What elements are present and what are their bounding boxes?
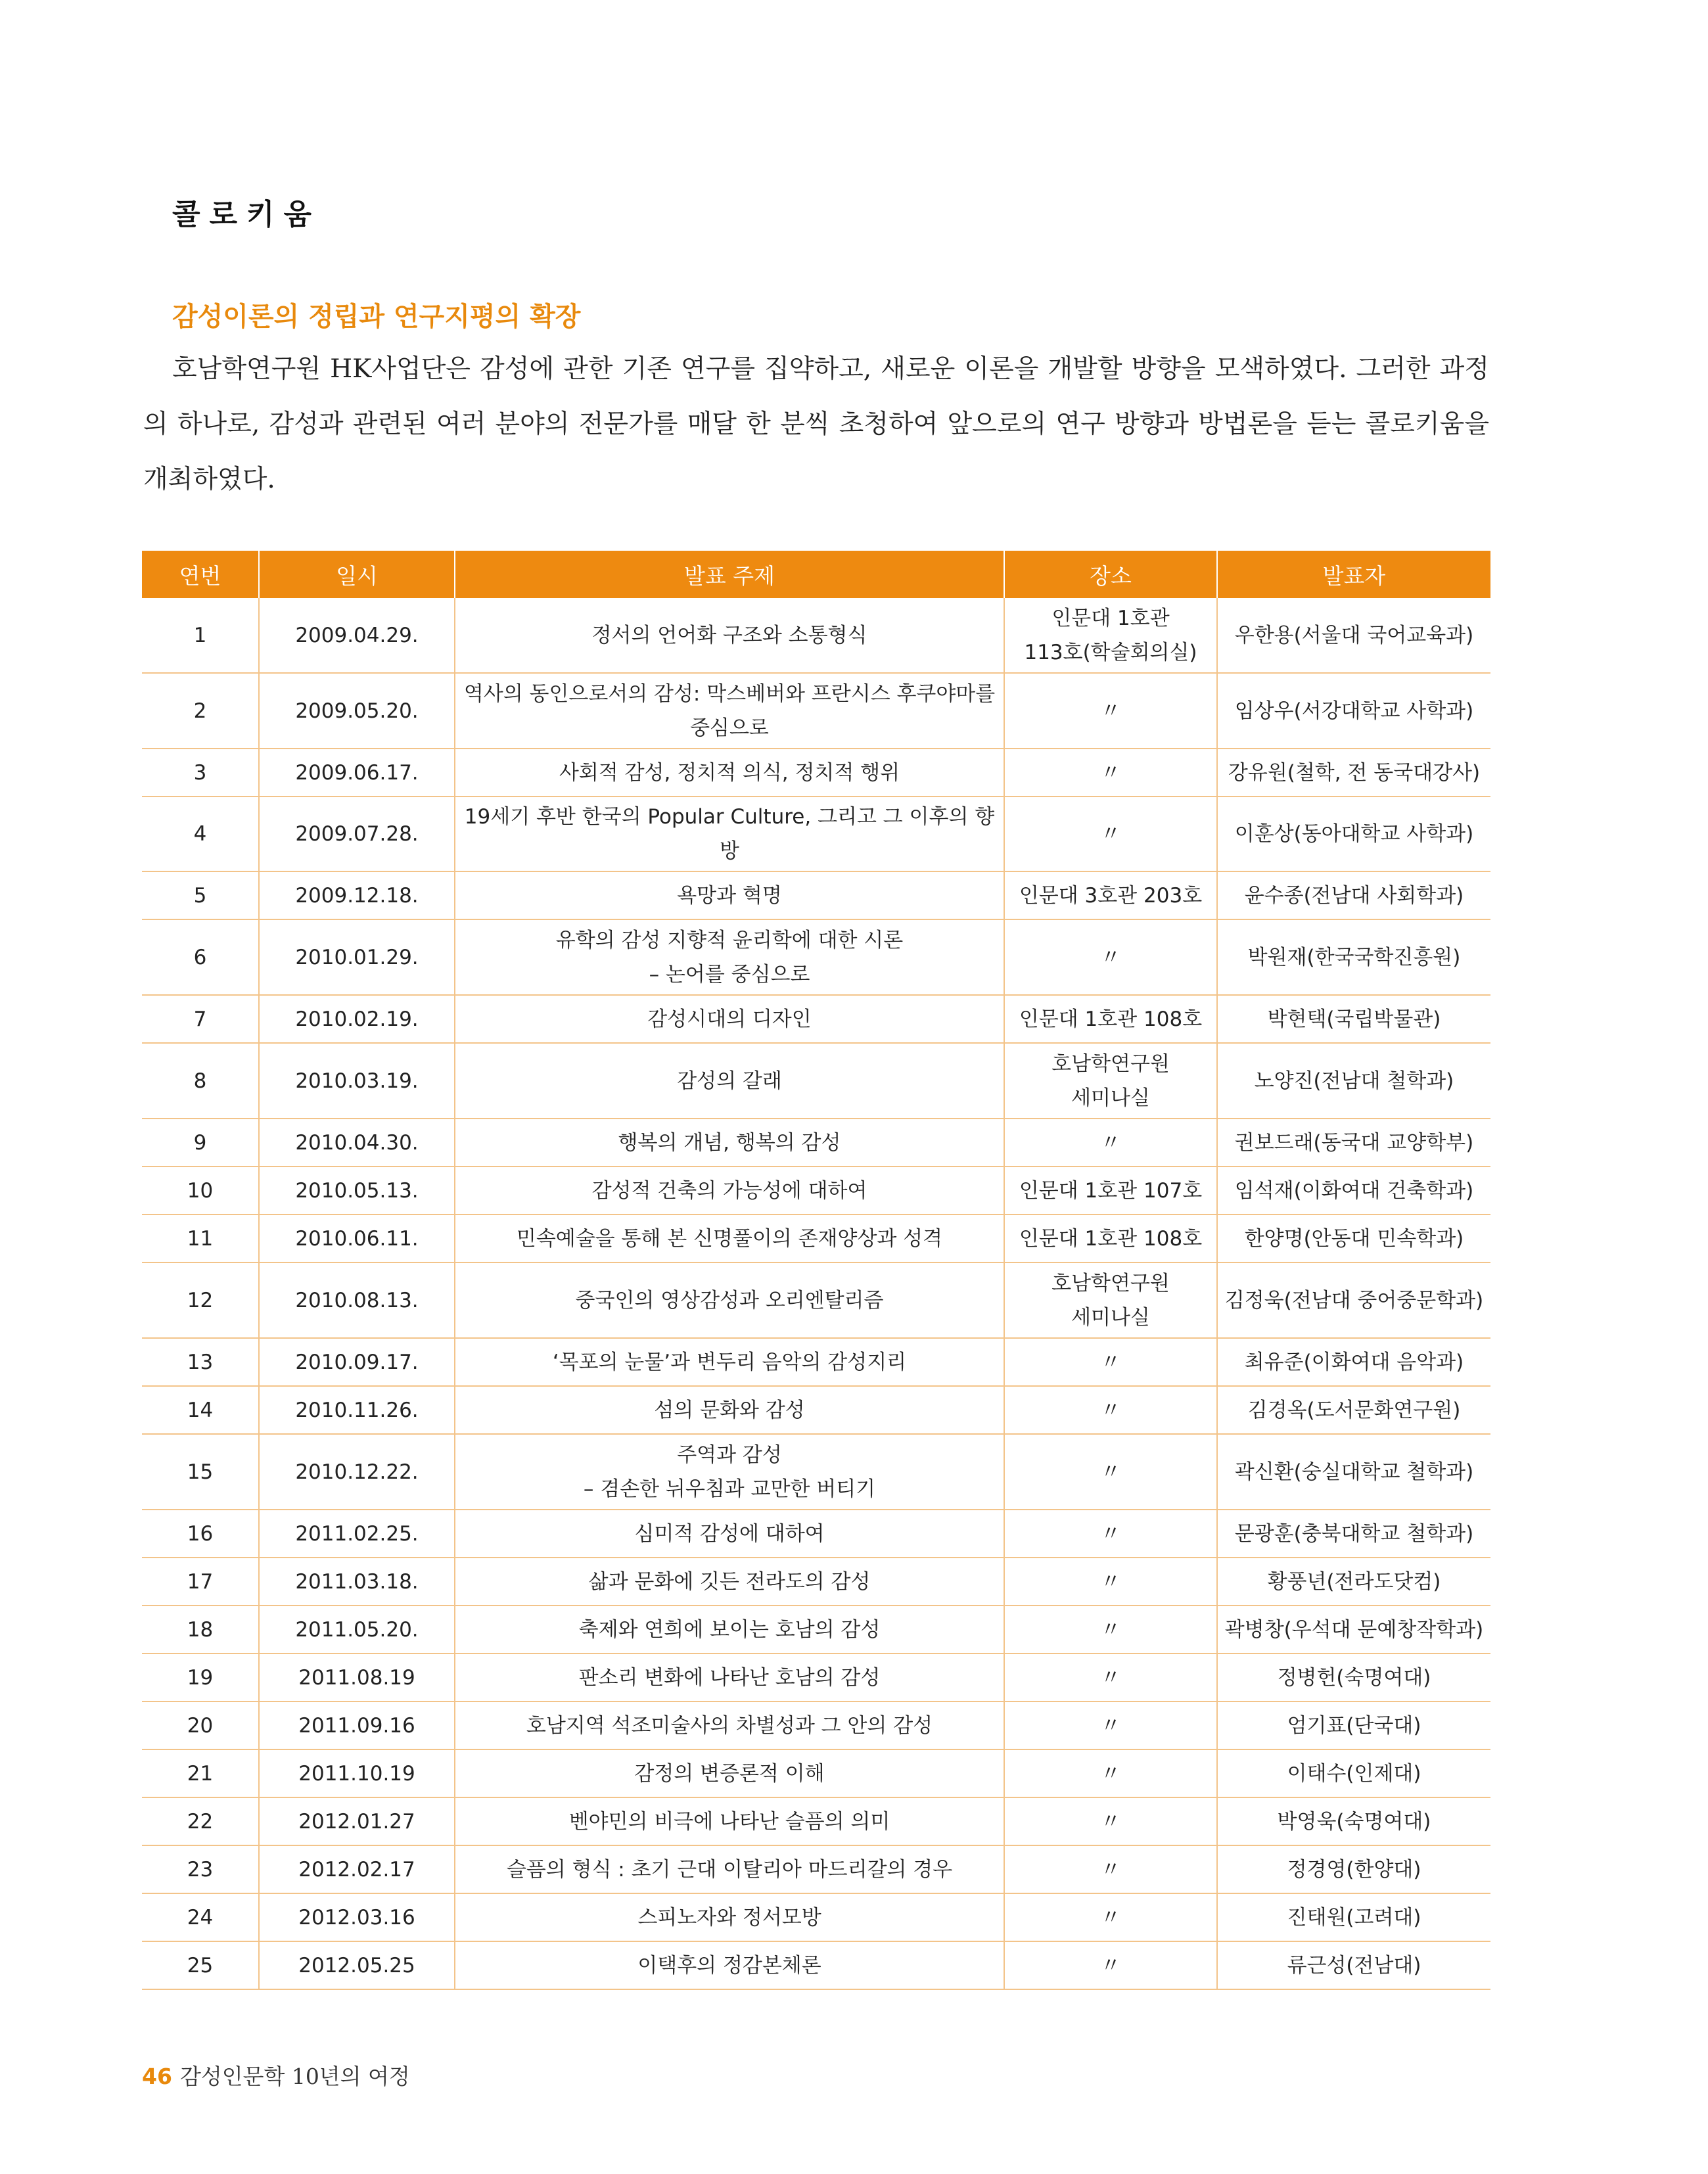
cell-topic-line: 역사의 동인으로서의 감성: 막스베버와 프란시스 후쿠야마를 bbox=[463, 682, 996, 706]
cell-topic bbox=[455, 919, 1004, 995]
page-footer bbox=[142, 2060, 410, 2091]
cell-place bbox=[1004, 1167, 1217, 1214]
cell-topic-line: 호남지역 석조미술사의 차별성과 그 안의 감성 bbox=[526, 1713, 933, 1738]
cell-no: 6 bbox=[142, 919, 259, 995]
cell-topic-line: 벤야민의 비극에 나타난 슬픔의 의미 bbox=[568, 1809, 890, 1834]
cell-date: 2011.02.25. bbox=[259, 1510, 455, 1558]
cell-place-line: 〃 bbox=[1100, 1809, 1121, 1834]
cell-topic bbox=[455, 1167, 1004, 1214]
cell-no: 3 bbox=[142, 749, 259, 797]
cell-date: 2009.04.29. bbox=[259, 598, 455, 673]
cell-topic bbox=[455, 797, 1004, 871]
cell-place-line: 인문대 1호관 107호 bbox=[1019, 1178, 1203, 1203]
cell-place bbox=[1004, 919, 1217, 995]
cell-no: 13 bbox=[142, 1338, 259, 1386]
subheading: 감성이론의 정립과 연구지평의 확장 bbox=[172, 302, 581, 332]
table-row bbox=[142, 1434, 1490, 1510]
cell-topic bbox=[455, 1214, 1004, 1262]
table-row bbox=[142, 919, 1490, 995]
table-row bbox=[142, 1043, 1490, 1119]
cell-date: 2010.08.13. bbox=[259, 1262, 455, 1338]
cell-topic bbox=[455, 995, 1004, 1043]
table-row bbox=[142, 673, 1490, 749]
cell-date: 2010.01.29. bbox=[259, 919, 455, 995]
cell-place bbox=[1004, 1797, 1217, 1845]
cell-place bbox=[1004, 598, 1217, 673]
cell-date: 2011.03.18. bbox=[259, 1558, 455, 1606]
cell-topic-line: 감성시대의 디자인 bbox=[647, 1007, 812, 1031]
cell-speaker: 진태원(고려대) bbox=[1217, 1893, 1490, 1941]
cell-speaker: 박현택(국립박물관) bbox=[1217, 995, 1490, 1043]
page-number: 46 bbox=[142, 2064, 172, 2089]
cell-speaker: 정경영(한양대) bbox=[1217, 1845, 1490, 1893]
cell-topic bbox=[455, 1434, 1004, 1510]
cell-no: 7 bbox=[142, 995, 259, 1043]
cell-topic-line: 섬의 문화와 감성 bbox=[654, 1398, 805, 1422]
cell-topic-line: 심미적 감성에 대하여 bbox=[634, 1521, 825, 1546]
cell-no: 22 bbox=[142, 1797, 259, 1845]
cell-topic bbox=[455, 1701, 1004, 1749]
cell-topic bbox=[455, 1654, 1004, 1701]
cell-date: 2009.12.18. bbox=[259, 871, 455, 919]
cell-speaker: 강유원(철학, 전 동국대강사) bbox=[1217, 749, 1490, 797]
table-body bbox=[142, 598, 1490, 1989]
cell-topic-line: 감성의 갈래 bbox=[677, 1069, 782, 1093]
header-speaker: 발표자 bbox=[1217, 551, 1490, 598]
cell-topic bbox=[455, 1749, 1004, 1797]
cell-speaker: 임석재(이화여대 건축학과) bbox=[1217, 1167, 1490, 1214]
cell-place bbox=[1004, 1214, 1217, 1262]
cell-place-line: 〃 bbox=[1100, 1857, 1121, 1882]
cell-place bbox=[1004, 1558, 1217, 1606]
cell-place bbox=[1004, 1606, 1217, 1654]
cell-place bbox=[1004, 1434, 1217, 1510]
intro-paragraph: 호남학연구원 HK사업단은 감성에 관한 기존 연구를 집약하고, 새로운 이론을 개발할 방향을 모색하였다. 그러한 과정의 하나로, 감성과 관련된 여러 분야의 전문가를 매달 한 분씩 초청하여 앞으로의 연구 방향과 방법론을 듣는 콜로키움을 개최하였다. bbox=[143, 354, 1489, 494]
cell-topic-line: 민속예술을 통해 본 신명풀이의 존재양상과 성격 bbox=[516, 1226, 943, 1251]
cell-place-line: 〃 bbox=[1100, 1569, 1121, 1594]
cell-place-line: 호남학연구원 bbox=[1051, 1052, 1170, 1076]
cell-place bbox=[1004, 1119, 1217, 1167]
table-row bbox=[142, 1654, 1490, 1701]
cell-topic-line: 주역과 감성 bbox=[677, 1443, 782, 1467]
cell-no: 23 bbox=[142, 1845, 259, 1893]
header-date: 일시 bbox=[259, 551, 455, 598]
table-row bbox=[142, 1510, 1490, 1558]
cell-place-line: 인문대 1호관 bbox=[1051, 606, 1170, 630]
cell-topic-line: ‘목포의 눈물’과 변두리 음악의 감성지리 bbox=[552, 1350, 907, 1374]
cell-place bbox=[1004, 1510, 1217, 1558]
table-row bbox=[142, 1119, 1490, 1167]
cell-topic-line: 스피노자와 정서모방 bbox=[637, 1905, 821, 1930]
table-row bbox=[142, 1893, 1490, 1941]
cell-topic-line: 중국인의 영상감성과 오리엔탈리즘 bbox=[575, 1288, 884, 1312]
cell-speaker: 정병헌(숙명여대) bbox=[1217, 1654, 1490, 1701]
cell-place-line: 〃 bbox=[1100, 945, 1121, 969]
cell-place bbox=[1004, 1386, 1217, 1434]
cell-topic bbox=[455, 1558, 1004, 1606]
cell-topic bbox=[455, 1845, 1004, 1893]
cell-place bbox=[1004, 749, 1217, 797]
cell-topic bbox=[455, 1797, 1004, 1845]
cell-date: 2010.12.22. bbox=[259, 1434, 455, 1510]
cell-date: 2012.01.27 bbox=[259, 1797, 455, 1845]
cell-place-line: 호남학연구원 bbox=[1051, 1271, 1170, 1295]
table-row bbox=[142, 1845, 1490, 1893]
table-row bbox=[142, 797, 1490, 871]
table-row bbox=[142, 1941, 1490, 1989]
cell-place-line: 〃 bbox=[1100, 1130, 1121, 1155]
cell-topic-line: 삶과 문화에 깃든 전라도의 감성 bbox=[588, 1569, 871, 1594]
table-row bbox=[142, 1338, 1490, 1386]
table-row bbox=[142, 1386, 1490, 1434]
cell-speaker: 최유준(이화여대 음악과) bbox=[1217, 1338, 1490, 1386]
cell-topic-line: 정서의 언어화 구조와 소통형식 bbox=[591, 623, 867, 647]
cell-topic-line: 중심으로 bbox=[690, 716, 769, 740]
cell-topic-line: – 겸손한 뉘우침과 교만한 버티기 bbox=[583, 1477, 876, 1501]
cell-place-line: 〃 bbox=[1100, 1521, 1121, 1546]
cell-topic bbox=[455, 1386, 1004, 1434]
cell-no: 2 bbox=[142, 673, 259, 749]
cell-no: 19 bbox=[142, 1654, 259, 1701]
cell-date: 2009.05.20. bbox=[259, 673, 455, 749]
cell-topic bbox=[455, 1606, 1004, 1654]
cell-date: 2010.04.30. bbox=[259, 1119, 455, 1167]
cell-no: 20 bbox=[142, 1701, 259, 1749]
table-row bbox=[142, 1797, 1490, 1845]
cell-no: 24 bbox=[142, 1893, 259, 1941]
cell-topic bbox=[455, 1510, 1004, 1558]
table-row bbox=[142, 1558, 1490, 1606]
header-no: 연번 bbox=[142, 551, 259, 598]
cell-no: 5 bbox=[142, 871, 259, 919]
cell-speaker: 한양명(안동대 민속학과) bbox=[1217, 1214, 1490, 1262]
table-row bbox=[142, 871, 1490, 919]
cell-place-line: 〃 bbox=[1100, 1350, 1121, 1374]
cell-place-line: 인문대 1호관 108호 bbox=[1019, 1007, 1203, 1031]
cell-speaker: 권보드래(동국대 교양학부) bbox=[1217, 1119, 1490, 1167]
cell-place-line: 세미나실 bbox=[1071, 1305, 1150, 1330]
cell-no: 16 bbox=[142, 1510, 259, 1558]
cell-topic bbox=[455, 598, 1004, 673]
cell-place-line: 〃 bbox=[1100, 1905, 1121, 1930]
cell-place-line: 세미나실 bbox=[1071, 1086, 1150, 1110]
cell-topic-line: 욕망과 혁명 bbox=[677, 883, 782, 908]
cell-date: 2012.03.16 bbox=[259, 1893, 455, 1941]
cell-place bbox=[1004, 673, 1217, 749]
table-row bbox=[142, 1262, 1490, 1338]
cell-no: 10 bbox=[142, 1167, 259, 1214]
cell-topic bbox=[455, 1043, 1004, 1119]
cell-no: 1 bbox=[142, 598, 259, 673]
cell-place-line: 〃 bbox=[1100, 1713, 1121, 1738]
cell-place-line: 〃 bbox=[1100, 1617, 1121, 1642]
cell-topic-line: 19세기 후반 한국의 Popular Culture, 그리고 그 이후의 향방 bbox=[464, 805, 995, 863]
cell-date: 2010.09.17. bbox=[259, 1338, 455, 1386]
cell-date: 2010.02.19. bbox=[259, 995, 455, 1043]
cell-speaker: 우한용(서울대 국어교육과) bbox=[1217, 598, 1490, 673]
cell-place-line: 인문대 3호관 203호 bbox=[1019, 883, 1203, 908]
cell-topic bbox=[455, 749, 1004, 797]
cell-date: 2011.09.16 bbox=[259, 1701, 455, 1749]
cell-place bbox=[1004, 1338, 1217, 1386]
cell-topic bbox=[455, 673, 1004, 749]
cell-topic-line: 감정의 변증론적 이해 bbox=[634, 1761, 825, 1786]
section-title: 콜로키움 bbox=[172, 198, 321, 231]
cell-date: 2011.08.19 bbox=[259, 1654, 455, 1701]
cell-topic bbox=[455, 1262, 1004, 1338]
cell-topic bbox=[455, 1338, 1004, 1386]
cell-place bbox=[1004, 797, 1217, 871]
cell-speaker: 김정욱(전남대 중어중문학과) bbox=[1217, 1262, 1490, 1338]
cell-date: 2011.05.20. bbox=[259, 1606, 455, 1654]
book-title: 감성인문학 10년의 여정 bbox=[179, 2064, 410, 2089]
cell-no: 4 bbox=[142, 797, 259, 871]
cell-topic bbox=[455, 871, 1004, 919]
cell-place bbox=[1004, 1043, 1217, 1119]
cell-speaker: 박원재(한국국학진흥원) bbox=[1217, 919, 1490, 995]
cell-speaker: 문광훈(충북대학교 철학과) bbox=[1217, 1510, 1490, 1558]
cell-place bbox=[1004, 871, 1217, 919]
cell-speaker: 노양진(전남대 철학과) bbox=[1217, 1043, 1490, 1119]
cell-no: 11 bbox=[142, 1214, 259, 1262]
cell-place bbox=[1004, 1654, 1217, 1701]
cell-place-line: 인문대 1호관 108호 bbox=[1019, 1226, 1203, 1251]
table-header-row bbox=[142, 551, 1490, 598]
cell-topic-line: 사회적 감성, 정치적 의식, 정치적 행위 bbox=[559, 760, 900, 785]
cell-place-line: 〃 bbox=[1100, 1398, 1121, 1422]
cell-speaker: 이태수(인제대) bbox=[1217, 1749, 1490, 1797]
colloquium-table bbox=[142, 551, 1490, 1990]
cell-topic-line: – 논어를 중심으로 bbox=[649, 962, 810, 986]
cell-place-line: 〃 bbox=[1100, 1665, 1121, 1690]
cell-no: 15 bbox=[142, 1434, 259, 1510]
cell-speaker: 류근성(전남대) bbox=[1217, 1941, 1490, 1989]
cell-no: 8 bbox=[142, 1043, 259, 1119]
cell-place-line: 〃 bbox=[1100, 760, 1121, 785]
cell-date: 2012.02.17 bbox=[259, 1845, 455, 1893]
cell-date: 2009.07.28. bbox=[259, 797, 455, 871]
cell-speaker: 곽병창(우석대 문예창작학과) bbox=[1217, 1606, 1490, 1654]
cell-no: 21 bbox=[142, 1749, 259, 1797]
cell-no: 17 bbox=[142, 1558, 259, 1606]
cell-place bbox=[1004, 1941, 1217, 1989]
cell-place-line: 〃 bbox=[1100, 1460, 1121, 1484]
cell-place-line: 〃 bbox=[1100, 699, 1121, 723]
cell-topic bbox=[455, 1941, 1004, 1989]
cell-place bbox=[1004, 1845, 1217, 1893]
cell-no: 9 bbox=[142, 1119, 259, 1167]
cell-speaker: 박영욱(숙명여대) bbox=[1217, 1797, 1490, 1845]
cell-place bbox=[1004, 995, 1217, 1043]
cell-topic bbox=[455, 1119, 1004, 1167]
cell-topic-line: 행복의 개념, 행복의 감성 bbox=[618, 1130, 841, 1155]
cell-date: 2009.06.17. bbox=[259, 749, 455, 797]
cell-topic-line: 유학의 감성 지향적 윤리학에 대한 시론 bbox=[555, 928, 904, 952]
cell-place bbox=[1004, 1262, 1217, 1338]
cell-date: 2011.10.19 bbox=[259, 1749, 455, 1797]
cell-place-line: 〃 bbox=[1100, 822, 1121, 846]
cell-speaker: 임상우(서강대학교 사학과) bbox=[1217, 673, 1490, 749]
table-row bbox=[142, 995, 1490, 1043]
cell-no: 25 bbox=[142, 1941, 259, 1989]
table-row bbox=[142, 1167, 1490, 1214]
cell-topic-line: 슬픔의 형식 : 초기 근대 이탈리아 마드리갈의 경우 bbox=[506, 1857, 953, 1882]
header-place: 장소 bbox=[1004, 551, 1217, 598]
cell-topic-line: 판소리 변화에 나타난 호남의 감성 bbox=[578, 1665, 881, 1690]
cell-speaker: 황풍년(전라도닷컴) bbox=[1217, 1558, 1490, 1606]
cell-date: 2010.03.19. bbox=[259, 1043, 455, 1119]
cell-speaker: 곽신환(숭실대학교 철학과) bbox=[1217, 1434, 1490, 1510]
cell-no: 12 bbox=[142, 1262, 259, 1338]
table-row bbox=[142, 1214, 1490, 1262]
cell-place bbox=[1004, 1749, 1217, 1797]
cell-date: 2010.05.13. bbox=[259, 1167, 455, 1214]
cell-speaker: 이훈상(동아대학교 사학과) bbox=[1217, 797, 1490, 871]
cell-no: 14 bbox=[142, 1386, 259, 1434]
cell-speaker: 엄기표(단국대) bbox=[1217, 1701, 1490, 1749]
cell-topic-line: 감성적 건축의 가능성에 대하여 bbox=[591, 1178, 867, 1203]
cell-place-line: 113호(학술회의실) bbox=[1024, 640, 1197, 664]
cell-date: 2010.11.26. bbox=[259, 1386, 455, 1434]
cell-speaker: 김경옥(도서문화연구원) bbox=[1217, 1386, 1490, 1434]
cell-place bbox=[1004, 1893, 1217, 1941]
table-row bbox=[142, 1606, 1490, 1654]
cell-date: 2010.06.11. bbox=[259, 1214, 455, 1262]
cell-date: 2012.05.25 bbox=[259, 1941, 455, 1989]
table-row bbox=[142, 598, 1490, 673]
cell-place-line: 〃 bbox=[1100, 1953, 1121, 1977]
header-topic: 발표 주제 bbox=[455, 551, 1004, 598]
cell-place-line: 〃 bbox=[1100, 1761, 1121, 1786]
cell-place bbox=[1004, 1701, 1217, 1749]
cell-topic bbox=[455, 1893, 1004, 1941]
cell-no: 18 bbox=[142, 1606, 259, 1654]
cell-topic-line: 이택후의 정감본체론 bbox=[637, 1953, 821, 1977]
cell-topic-line: 축제와 연희에 보이는 호남의 감성 bbox=[578, 1617, 881, 1642]
table-row bbox=[142, 749, 1490, 797]
table-row bbox=[142, 1701, 1490, 1749]
cell-speaker: 윤수종(전남대 사회학과) bbox=[1217, 871, 1490, 919]
table-row bbox=[142, 1749, 1490, 1797]
